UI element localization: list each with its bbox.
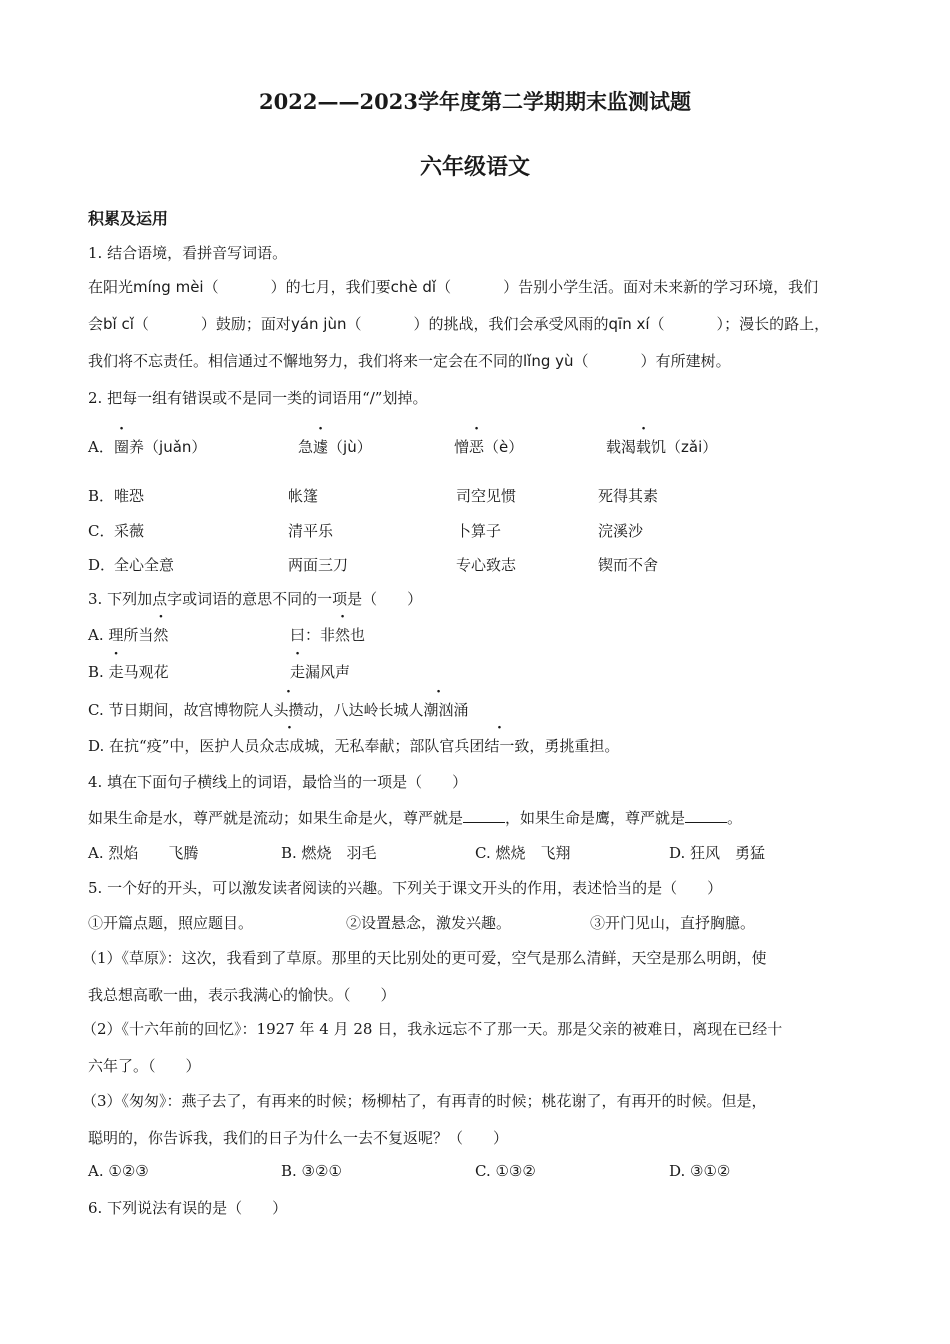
word-1 — [114, 436, 206, 457]
word-2: 清平乐 — [288, 522, 334, 540]
q6-stem: 6. 下列说法有误的是（ ） — [88, 1199, 288, 1217]
q5-passage-2-line-2: 六年了。（ ） — [88, 1057, 201, 1075]
pinyin: è — [499, 438, 509, 456]
q5-passage-3-line-2: 聪明的，你告诉我，我们的日子为什么一去不复返呢？（ ） — [88, 1129, 509, 1147]
sentence-text: ，如果生命是鹰，尊严就是 — [505, 809, 686, 827]
q5-passage-3-line-1: （3）《匆匆》：燕子去了，有再来的时候；杨柳枯了，有再青的时候；桃花谢了，有再开的时候。但是， — [82, 1092, 767, 1110]
q5-passage-1-line-1: （1）《草原》：这次，我看到了草原。那里的天比别处的更可爱，空气是那么清鲜，天空是那么明朗，使 — [82, 949, 767, 967]
pinyin: lǐng yù — [523, 352, 574, 370]
q5-options — [88, 1162, 868, 1186]
word-text: ） — [356, 438, 372, 456]
dotted-char: 然 — [335, 626, 351, 644]
paren-close: ） — [413, 315, 429, 333]
q1-text: 告别小学生活。面对未来新的学习环境，我们 — [518, 278, 819, 296]
paren-close: ） — [716, 315, 725, 333]
word-2: 帐篷 — [288, 487, 319, 505]
q5-choices — [88, 912, 868, 936]
q1-stem: 1. 结合语境，看拼音写词语。 — [88, 244, 288, 262]
dotted-phrase: 团结一致 — [469, 737, 530, 755]
word-4 — [606, 436, 717, 457]
choice-2: ②设置悬念，激发兴趣。 — [346, 914, 512, 932]
option-label: A． — [88, 438, 114, 456]
q3-option-b[interactable] — [88, 661, 868, 685]
option-text: 漏风声 — [305, 663, 351, 681]
word-text: 急 — [298, 438, 314, 456]
section-heading: 积累及运用 — [88, 209, 169, 228]
word-4: 死得其素 — [598, 487, 659, 505]
pinyin: bǐ cǐ — [103, 315, 134, 333]
q3-option-d[interactable] — [88, 735, 619, 756]
dotted-char: 圈 — [114, 438, 130, 456]
q3-stem: 3. 下列加点字或词语的意思不同的一项是（ ） — [88, 590, 423, 608]
option-label: B． — [88, 487, 115, 505]
dotted-char: 走 — [290, 663, 306, 681]
sentence-text: 如果生命是水，尊严就是流动；如果生命是火，尊严就是 — [88, 809, 464, 827]
q4-option-c[interactable]: C. 燃烧 飞翔 — [475, 844, 571, 862]
sentence-text: 。 — [727, 809, 743, 827]
word-text: 憎 — [454, 438, 470, 456]
word-text: 养（ — [129, 438, 160, 456]
word-2 — [298, 436, 372, 457]
paren-open: （ — [436, 278, 452, 296]
q2-option-a[interactable] — [88, 436, 868, 460]
q2-option-d[interactable] — [88, 554, 868, 578]
q2-option-b[interactable] — [88, 485, 868, 509]
option-text: C. 节日期间，故宫博物院 — [88, 701, 259, 719]
q5-option-b[interactable]: B. ③②① — [281, 1162, 342, 1180]
pinyin: chè dǐ — [390, 278, 437, 296]
word-text: ） — [508, 438, 524, 456]
dotted-phrase: 人潮汹涌 — [408, 701, 469, 719]
q1-text: 有所建树。 — [655, 352, 731, 370]
word-2: 两面三刀 — [288, 556, 349, 574]
q3-option-a[interactable] — [88, 624, 868, 648]
pinyin: qīn xí — [608, 315, 650, 333]
paren-open: （ — [649, 315, 665, 333]
dotted-char: 走 — [108, 663, 124, 681]
option-b-part-1 — [88, 661, 169, 682]
q4-option-b[interactable]: B. 燃烧 羽毛 — [281, 844, 377, 862]
word-text: 载渴 — [606, 438, 637, 456]
word-4: 锲而不舍 — [598, 556, 659, 574]
option-a-part-2 — [290, 624, 365, 645]
option-text: B. — [88, 663, 109, 681]
word-3 — [454, 436, 523, 457]
paren-close: ） — [640, 352, 656, 370]
option-label: D． — [88, 556, 116, 574]
word-1: 采薇 — [114, 522, 145, 540]
q1-text: ；漫长的路上， — [724, 315, 830, 333]
q2-option-c[interactable] — [88, 520, 868, 544]
word-1: 唯恐 — [114, 487, 145, 505]
option-text: 马观花 — [123, 663, 169, 681]
q3-option-c[interactable] — [88, 699, 469, 720]
pinyin: yán jùn — [290, 315, 347, 333]
q5-option-a[interactable]: A. ①②③ — [88, 1162, 149, 1180]
word-text: （ — [328, 438, 344, 456]
option-text: ，八达岭长城 — [318, 701, 409, 719]
pinyin: míng mèi — [133, 278, 204, 296]
dotted-char: 恶 — [469, 438, 485, 456]
pinyin: jù — [343, 438, 357, 456]
option-label: C． — [88, 522, 115, 540]
q2-stem: 2. 把每一组有错误或不是同一类的词语用“/”划掉。 — [88, 389, 428, 407]
paren-open: （ — [203, 278, 219, 296]
paren-open: （ — [133, 315, 149, 333]
word-text: ） — [191, 438, 207, 456]
exam-subtitle: 六年级语文 — [419, 154, 530, 180]
q1-text: 我们将不忘责任。相信通过不懈地努力，我们将来一定会在不同的 — [88, 352, 524, 370]
option-text: A. 理所当 — [88, 626, 154, 644]
q1-text: 在阳光 — [88, 278, 134, 296]
exam-title: 2022——2023学年度第二学期期末监测试题 — [259, 89, 691, 114]
q4-option-a[interactable]: A. 烈焰 飞腾 — [88, 844, 199, 862]
q1-text: 鼓励；面对 — [215, 315, 291, 333]
paren-open: （ — [573, 352, 589, 370]
paren-close: ） — [503, 278, 519, 296]
q5-option-d[interactable]: D. ③①② — [669, 1162, 731, 1180]
word-1: 全心全意 — [114, 556, 175, 574]
option-text: 也 — [350, 626, 366, 644]
dotted-phrase: 人头攒动 — [258, 701, 319, 719]
paren-open: （ — [346, 315, 362, 333]
q4-stem: 4. 填在下面句子横线上的词语，最恰当的一项是（ ） — [88, 773, 468, 791]
word-3: 专心致志 — [456, 556, 517, 574]
word-4: 浣溪沙 — [598, 522, 644, 540]
paren-close: ） — [200, 315, 216, 333]
dotted-phrase: 众志成城 — [259, 737, 320, 755]
fill-blank[interactable] — [685, 810, 727, 823]
q1-line-1 — [88, 276, 818, 297]
dotted-char: 载 — [636, 438, 652, 456]
option-text: 曰：非 — [290, 626, 336, 644]
q1-line-3 — [88, 350, 731, 371]
q5-passage-1-line-2: 我总想高歌一曲，表示我满心的愉快。（ ） — [88, 986, 396, 1004]
q4-options — [88, 842, 868, 866]
q5-stem: 5. 一个好的开头，可以激发读者阅读的兴趣。下列关于课文开头的作用，表述恰当的是（ ） — [88, 879, 723, 897]
pinyin: zǎi — [681, 438, 703, 456]
dotted-char: 遽 — [313, 438, 329, 456]
option-a-part-1 — [88, 624, 168, 645]
word-text: 饥（ — [651, 438, 682, 456]
q1-text: 的七月，我们要 — [285, 278, 391, 296]
pinyin: juǎn — [159, 438, 192, 456]
choice-1: ①开篇点题，照应题目。 — [88, 914, 254, 932]
word-3: 卜算子 — [456, 522, 502, 540]
q1-text: 会 — [88, 315, 104, 333]
word-3: 司空见惯 — [456, 487, 517, 505]
choice-3: ③开门见山，直抒胸臆。 — [590, 914, 756, 932]
word-text: ） — [702, 438, 718, 456]
q1-text: 的挑战，我们会承受风雨的 — [428, 315, 609, 333]
paren-close: ） — [270, 278, 286, 296]
option-text: D. 在抗“疫”中，医护人员 — [88, 737, 260, 755]
option-text: ，无私奉献；部队官兵 — [319, 737, 470, 755]
word-text: （ — [484, 438, 500, 456]
q1-line-2 — [88, 313, 829, 334]
q5-option-c[interactable]: C. ①③② — [475, 1162, 536, 1180]
dotted-char: 然 — [153, 626, 169, 644]
option-b-part-2 — [290, 661, 350, 682]
q5-passage-2-line-1: （2）《十六年前的回忆》：1927 年 4 月 28 日，我永远忘不了那一天。那是父亲的被难日，离现在已经十 — [82, 1020, 783, 1038]
fill-blank[interactable] — [463, 810, 505, 823]
q4-option-d[interactable]: D. 狂风 勇猛 — [669, 844, 766, 862]
option-text: ，勇挑重担。 — [529, 737, 620, 755]
q4-sentence — [88, 807, 742, 828]
